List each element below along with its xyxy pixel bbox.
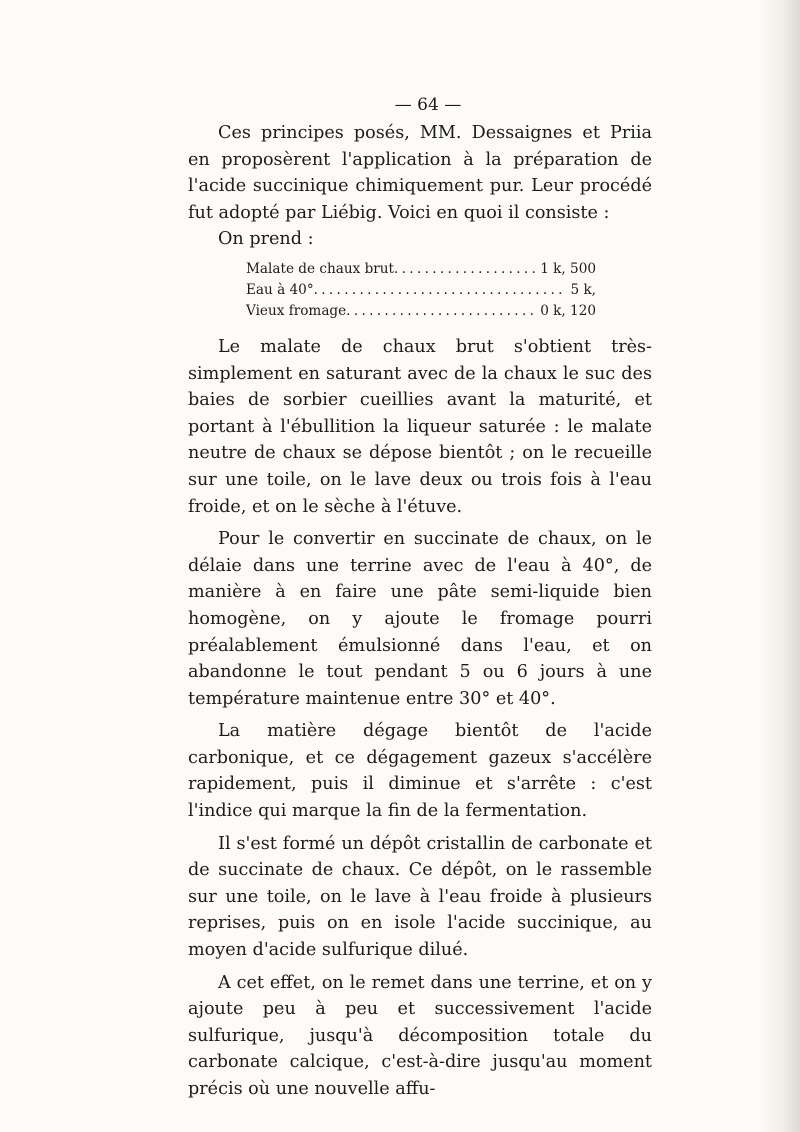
recipe-ingredient: Malate de chaux brut [246,260,395,277]
recipe-quantity: 0 k, 120 [540,302,596,319]
leader-dots [346,301,536,322]
recipe-quantity: 5 k, [570,281,596,298]
paragraph-conversion: Pour le convertir en succinate de chaux, on le délaie dans une terrine avec de l'eau à 40°, de manière à en faire une pâte semi-liquide bien homogène, on y ajoute le fromage pourri préalablement émulsionné dans l'eau, et on abandonne le tout pendant 5 ou 6 jours à une température maintenue entre 30° et 40°. [188,529,652,709]
recipe-ingredient: Eau à 40° [246,281,314,298]
leader-dots [394,259,536,280]
recipe-row [246,280,596,301]
paragraph-depot: Il s'est formé un dépôt cristallin de carbonate et de succinate de chaux. Ce dépôt, on le rassemble sur une toile, on le lave à l'eau froide à plusieurs reprises, puis on en isole l'acide succinique, au moyen d'acide sulfurique dilué. [188,833,652,961]
paragraph-intro: Ces principes posés, MM. Dessaignes et Priia en proposèrent l'application à la préparation de l'acide succinique chimiquement pur. Leur procédé fut adopté par Liébig. Voici en quoi il consiste : [188,123,652,223]
leader-dots [314,280,567,301]
recipe-row [246,259,596,280]
recipe-quantity: 1 k, 500 [540,260,596,277]
recipe-table [188,259,652,322]
page-number: — 64 — [394,95,462,115]
paragraph-sulfurique: A cet effet, on le remet dans une terrine, et on y ajoute peu à peu et successivement l'acide sulfurique, jusqu'à décomposition totale du carbonate calcique, c'est-à-dire jusqu'au moment précis où une nouvelle affu- [188,972,652,1099]
page-edge-shadow [760,0,800,1132]
recipe-row [246,301,596,322]
recipe-ingredient: Vieux fromage [246,302,347,319]
paragraph-fermentation: La matière dégage bientôt de l'acide carbonique, et ce dégagement gazeux s'accélère rapidement, puis il diminue et s'arrête : c'est l'indice qui marque la fin de la fermentation. [188,721,652,822]
paragraph-malate: Le malate de chaux brut s'obtient très-simplement en saturant avec de la chaux le suc des baies de sorbier cueillies avant la maturité, et portant à l'ébullition la liqueur saturée : le malate neutre de chaux se dépose bientôt ; on le recueille sur une toile, on le lave deux ou trois fois à l'eau froide, et on le sèche à l'étuve. [188,336,652,517]
paragraph-on-prend: On prend : [218,229,314,250]
body-text [188,120,652,1103]
